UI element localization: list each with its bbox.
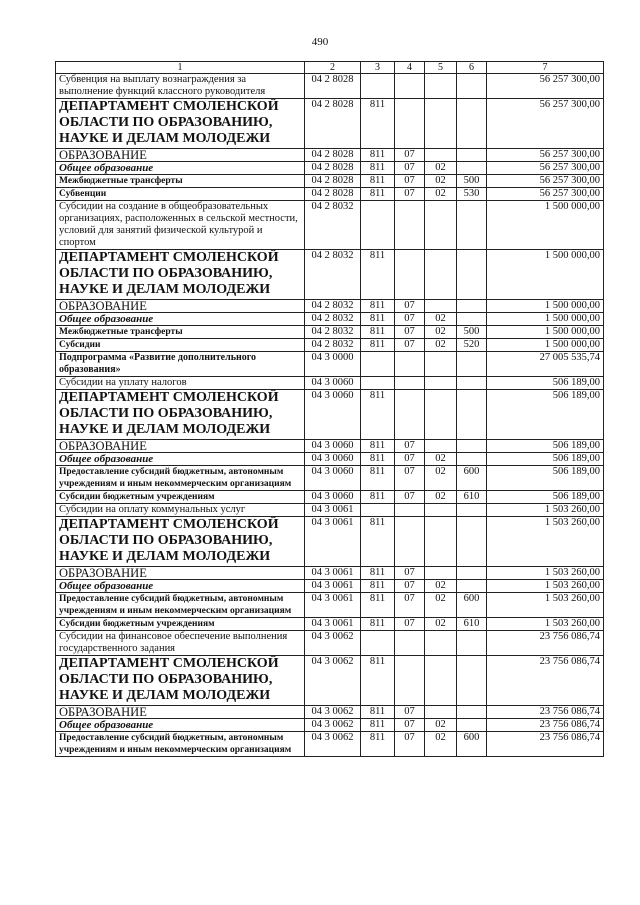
- section-cell: 07: [395, 453, 425, 466]
- section-cell: [395, 377, 425, 390]
- expense-type-cell: [457, 719, 487, 732]
- table-row: [56, 491, 604, 504]
- amount-cell: 56 257 300,00: [487, 149, 604, 162]
- ministry-code-cell: 811: [361, 313, 395, 326]
- amount-cell: 1 503 260,00: [487, 517, 604, 567]
- section-cell: 07: [395, 618, 425, 631]
- row-name-cell: Субсидии на оплату коммунальных услуг: [56, 504, 305, 517]
- expense-type-cell: 600: [457, 466, 487, 491]
- target-article-cell: 04 2 8028: [305, 188, 361, 201]
- target-article-cell: 04 3 0061: [305, 504, 361, 517]
- target-article-cell: 04 3 0060: [305, 466, 361, 491]
- subsection-cell: [425, 99, 457, 149]
- row-name-cell: Общее образование: [56, 580, 305, 593]
- section-cell: [395, 390, 425, 440]
- expense-type-cell: 600: [457, 593, 487, 618]
- subsection-cell: 02: [425, 580, 457, 593]
- table-row: [56, 567, 604, 580]
- expense-type-cell: 530: [457, 188, 487, 201]
- row-name-cell: Общее образование: [56, 719, 305, 732]
- section-cell: 07: [395, 719, 425, 732]
- expense-type-cell: [457, 201, 487, 250]
- amount-cell: 23 756 086,74: [487, 631, 604, 656]
- row-name-cell: Общее образование: [56, 313, 305, 326]
- section-cell: [395, 517, 425, 567]
- ministry-code-cell: 811: [361, 390, 395, 440]
- section-cell: [395, 656, 425, 706]
- ministry-code-cell: 811: [361, 300, 395, 313]
- table-row: [56, 99, 604, 149]
- section-cell: [395, 74, 425, 99]
- amount-cell: 1 500 000,00: [487, 339, 604, 352]
- table-row: [56, 656, 604, 706]
- header-row: [56, 62, 604, 74]
- table-row: [56, 175, 604, 188]
- table-row: [56, 74, 604, 99]
- ministry-code-cell: 811: [361, 326, 395, 339]
- ministry-code-cell: 811: [361, 706, 395, 719]
- row-name-cell: Субсидии на создание в общеобразовательных организациях, расположенных в сельской местности, условий для занятий физической культурой и спортом: [56, 201, 305, 250]
- subsection-cell: 02: [425, 491, 457, 504]
- row-name-cell: Субвенции: [56, 188, 305, 201]
- section-cell: [395, 99, 425, 149]
- target-article-cell: 04 3 0062: [305, 706, 361, 719]
- ministry-code-cell: 811: [361, 719, 395, 732]
- subsection-cell: 02: [425, 732, 457, 757]
- table-row: [56, 517, 604, 567]
- subsection-cell: [425, 567, 457, 580]
- section-cell: [395, 201, 425, 250]
- row-name-cell: Субсидии бюджетным учреждениям: [56, 618, 305, 631]
- ministry-code-cell: 811: [361, 339, 395, 352]
- row-name-cell: Межбюджетные трансферты: [56, 175, 305, 188]
- row-name-cell: ОБРАЗОВАНИЕ: [56, 567, 305, 580]
- ministry-code-cell: 811: [361, 149, 395, 162]
- amount-cell: 1 500 000,00: [487, 313, 604, 326]
- section-cell: [395, 352, 425, 377]
- subsection-cell: 02: [425, 719, 457, 732]
- subsection-cell: 02: [425, 593, 457, 618]
- row-name-cell: ОБРАЗОВАНИЕ: [56, 706, 305, 719]
- target-article-cell: 04 2 8032: [305, 313, 361, 326]
- expense-type-cell: [457, 504, 487, 517]
- table-row: [56, 339, 604, 352]
- row-name-cell: ДЕПАРТАМЕНТ СМОЛЕНСКОЙ ОБЛАСТИ ПО ОБРАЗОВАНИЮ, НАУКЕ И ДЕЛАМ МОЛОДЕЖИ: [56, 390, 305, 440]
- amount-cell: 23 756 086,74: [487, 719, 604, 732]
- ministry-code-cell: 811: [361, 618, 395, 631]
- section-cell: [395, 250, 425, 300]
- subsection-cell: [425, 377, 457, 390]
- section-cell: 07: [395, 732, 425, 757]
- expense-type-cell: [457, 352, 487, 377]
- table-row: [56, 390, 604, 440]
- amount-cell: 1 503 260,00: [487, 567, 604, 580]
- table-row: [56, 719, 604, 732]
- target-article-cell: 04 3 0062: [305, 656, 361, 706]
- target-article-cell: 04 2 8028: [305, 99, 361, 149]
- target-article-cell: 04 3 0061: [305, 567, 361, 580]
- header-cell: 1: [56, 62, 305, 74]
- subsection-cell: [425, 656, 457, 706]
- section-cell: 07: [395, 466, 425, 491]
- amount-cell: 27 005 535,74: [487, 352, 604, 377]
- expense-type-cell: [457, 390, 487, 440]
- row-name-cell: ДЕПАРТАМЕНТ СМОЛЕНСКОЙ ОБЛАСТИ ПО ОБРАЗОВАНИЮ, НАУКЕ И ДЕЛАМ МОЛОДЕЖИ: [56, 99, 305, 149]
- section-cell: [395, 504, 425, 517]
- expense-type-cell: [457, 250, 487, 300]
- expense-type-cell: [457, 567, 487, 580]
- expense-type-cell: [457, 517, 487, 567]
- row-name-cell: Субсидии на финансовое обеспечение выполнения государственного задания: [56, 631, 305, 656]
- row-name-cell: ДЕПАРТАМЕНТ СМОЛЕНСКОЙ ОБЛАСТИ ПО ОБРАЗОВАНИЮ, НАУКЕ И ДЕЛАМ МОЛОДЕЖИ: [56, 517, 305, 567]
- ministry-code-cell: 811: [361, 732, 395, 757]
- target-article-cell: 04 2 8032: [305, 339, 361, 352]
- ministry-code-cell: 811: [361, 491, 395, 504]
- expense-type-cell: 500: [457, 175, 487, 188]
- section-cell: 07: [395, 313, 425, 326]
- subsection-cell: [425, 390, 457, 440]
- expense-type-cell: [457, 149, 487, 162]
- amount-cell: 56 257 300,00: [487, 162, 604, 175]
- amount-cell: 506 189,00: [487, 440, 604, 453]
- amount-cell: 1 500 000,00: [487, 201, 604, 250]
- subsection-cell: [425, 74, 457, 99]
- row-name-cell: Субвенция на выплату вознаграждения за выполнение функций классного руководителя: [56, 74, 305, 99]
- row-name-cell: Подпрограмма «Развитие дополнительного образования»: [56, 352, 305, 377]
- subsection-cell: [425, 352, 457, 377]
- amount-cell: 1 500 000,00: [487, 250, 604, 300]
- target-article-cell: 04 2 8028: [305, 162, 361, 175]
- subsection-cell: 02: [425, 188, 457, 201]
- table-row: [56, 706, 604, 719]
- amount-cell: 506 189,00: [487, 453, 604, 466]
- header-cell: 4: [395, 62, 425, 74]
- ministry-code-cell: 811: [361, 440, 395, 453]
- target-article-cell: 04 2 8032: [305, 326, 361, 339]
- amount-cell: 56 257 300,00: [487, 99, 604, 149]
- table-row: [56, 162, 604, 175]
- section-cell: 07: [395, 300, 425, 313]
- amount-cell: 506 189,00: [487, 491, 604, 504]
- header-cell: 6: [457, 62, 487, 74]
- target-article-cell: 04 3 0060: [305, 491, 361, 504]
- row-name-cell: ОБРАЗОВАНИЕ: [56, 149, 305, 162]
- table-row: [56, 631, 604, 656]
- amount-cell: 23 756 086,74: [487, 656, 604, 706]
- amount-cell: 56 257 300,00: [487, 188, 604, 201]
- amount-cell: 1 503 260,00: [487, 593, 604, 618]
- subsection-cell: [425, 149, 457, 162]
- subsection-cell: [425, 517, 457, 567]
- amount-cell: 1 503 260,00: [487, 504, 604, 517]
- table-row: [56, 201, 604, 250]
- amount-cell: 23 756 086,74: [487, 706, 604, 719]
- header-cell: 3: [361, 62, 395, 74]
- target-article-cell: 04 2 8028: [305, 175, 361, 188]
- ministry-code-cell: 811: [361, 466, 395, 491]
- subsection-cell: 02: [425, 618, 457, 631]
- table-row: [56, 593, 604, 618]
- ministry-code-cell: 811: [361, 250, 395, 300]
- subsection-cell: 02: [425, 313, 457, 326]
- target-article-cell: 04 2 8032: [305, 201, 361, 250]
- expense-type-cell: [457, 453, 487, 466]
- expense-type-cell: 610: [457, 618, 487, 631]
- row-name-cell: Субсидии: [56, 339, 305, 352]
- row-name-cell: ДЕПАРТАМЕНТ СМОЛЕНСКОЙ ОБЛАСТИ ПО ОБРАЗОВАНИЮ, НАУКЕ И ДЕЛАМ МОЛОДЕЖИ: [56, 656, 305, 706]
- ministry-code-cell: [361, 74, 395, 99]
- expense-type-cell: [457, 440, 487, 453]
- target-article-cell: 04 3 0061: [305, 580, 361, 593]
- amount-cell: 56 257 300,00: [487, 74, 604, 99]
- table-row: [56, 326, 604, 339]
- amount-cell: 506 189,00: [487, 466, 604, 491]
- table-row: [56, 618, 604, 631]
- ministry-code-cell: 811: [361, 99, 395, 149]
- section-cell: 07: [395, 175, 425, 188]
- header-cell: 5: [425, 62, 457, 74]
- subsection-cell: [425, 706, 457, 719]
- table-row: [56, 313, 604, 326]
- table-row: [56, 250, 604, 300]
- subsection-cell: 02: [425, 175, 457, 188]
- header-cell: 2: [305, 62, 361, 74]
- table-body: [56, 74, 604, 757]
- target-article-cell: 04 2 8032: [305, 250, 361, 300]
- header-cell: 7: [487, 62, 604, 74]
- section-cell: 07: [395, 706, 425, 719]
- expense-type-cell: [457, 300, 487, 313]
- ministry-code-cell: [361, 631, 395, 656]
- amount-cell: 1 503 260,00: [487, 618, 604, 631]
- ministry-code-cell: 811: [361, 593, 395, 618]
- section-cell: 07: [395, 339, 425, 352]
- table-row: [56, 188, 604, 201]
- table-row: [56, 453, 604, 466]
- table-row: [56, 504, 604, 517]
- target-article-cell: 04 3 0000: [305, 352, 361, 377]
- expense-type-cell: 520: [457, 339, 487, 352]
- row-name-cell: ОБРАЗОВАНИЕ: [56, 440, 305, 453]
- table-row: [56, 149, 604, 162]
- table-row: [56, 377, 604, 390]
- ministry-code-cell: 811: [361, 567, 395, 580]
- table-row: [56, 300, 604, 313]
- row-name-cell: Общее образование: [56, 162, 305, 175]
- amount-cell: 506 189,00: [487, 390, 604, 440]
- table-row: [56, 732, 604, 757]
- page-number: 490: [311, 36, 329, 48]
- subsection-cell: [425, 250, 457, 300]
- ministry-code-cell: 811: [361, 656, 395, 706]
- section-cell: 07: [395, 491, 425, 504]
- amount-cell: 56 257 300,00: [487, 175, 604, 188]
- row-name-cell: Субсидии на уплату налогов: [56, 377, 305, 390]
- ministry-code-cell: 811: [361, 162, 395, 175]
- target-article-cell: 04 3 0060: [305, 453, 361, 466]
- expense-type-cell: [457, 706, 487, 719]
- target-article-cell: 04 2 8032: [305, 300, 361, 313]
- ministry-code-cell: 811: [361, 580, 395, 593]
- ministry-code-cell: [361, 377, 395, 390]
- section-cell: 07: [395, 162, 425, 175]
- expense-type-cell: [457, 313, 487, 326]
- target-article-cell: 04 3 0062: [305, 631, 361, 656]
- target-article-cell: 04 2 8028: [305, 74, 361, 99]
- subsection-cell: [425, 201, 457, 250]
- target-article-cell: 04 3 0061: [305, 618, 361, 631]
- section-cell: 07: [395, 440, 425, 453]
- row-name-cell: Межбюджетные трансферты: [56, 326, 305, 339]
- row-name-cell: ОБРАЗОВАНИЕ: [56, 300, 305, 313]
- ministry-code-cell: 811: [361, 175, 395, 188]
- ministry-code-cell: [361, 352, 395, 377]
- target-article-cell: 04 3 0060: [305, 390, 361, 440]
- expense-type-cell: [457, 580, 487, 593]
- row-name-cell: Предоставление субсидий бюджетным, автономным учреждениям и иным некоммерческим организациям: [56, 466, 305, 491]
- target-article-cell: 04 3 0060: [305, 377, 361, 390]
- expense-type-cell: 600: [457, 732, 487, 757]
- table-row: [56, 580, 604, 593]
- amount-cell: 506 189,00: [487, 377, 604, 390]
- subsection-cell: 02: [425, 326, 457, 339]
- row-name-cell: ДЕПАРТАМЕНТ СМОЛЕНСКОЙ ОБЛАСТИ ПО ОБРАЗОВАНИЮ, НАУКЕ И ДЕЛАМ МОЛОДЕЖИ: [56, 250, 305, 300]
- section-cell: 07: [395, 326, 425, 339]
- expense-type-cell: [457, 656, 487, 706]
- ministry-code-cell: [361, 504, 395, 517]
- section-cell: 07: [395, 149, 425, 162]
- section-cell: 07: [395, 188, 425, 201]
- table-row: [56, 440, 604, 453]
- target-article-cell: 04 2 8028: [305, 149, 361, 162]
- row-name-cell: Субсидии бюджетным учреждениям: [56, 491, 305, 504]
- expense-type-cell: [457, 74, 487, 99]
- section-cell: 07: [395, 593, 425, 618]
- row-name-cell: Предоставление субсидий бюджетным, автономным учреждениям и иным некоммерческим организациям: [56, 732, 305, 757]
- subsection-cell: 02: [425, 162, 457, 175]
- target-article-cell: 04 3 0061: [305, 593, 361, 618]
- target-article-cell: 04 3 0062: [305, 732, 361, 757]
- section-cell: 07: [395, 580, 425, 593]
- subsection-cell: [425, 504, 457, 517]
- subsection-cell: 02: [425, 339, 457, 352]
- target-article-cell: 04 3 0060: [305, 440, 361, 453]
- subsection-cell: 02: [425, 466, 457, 491]
- ministry-code-cell: 811: [361, 453, 395, 466]
- ministry-code-cell: [361, 201, 395, 250]
- expense-type-cell: 610: [457, 491, 487, 504]
- amount-cell: 23 756 086,74: [487, 732, 604, 757]
- amount-cell: 1 500 000,00: [487, 300, 604, 313]
- subsection-cell: [425, 631, 457, 656]
- table-row: [56, 352, 604, 377]
- target-article-cell: 04 3 0061: [305, 517, 361, 567]
- ministry-code-cell: 811: [361, 188, 395, 201]
- subsection-cell: [425, 440, 457, 453]
- expense-type-cell: [457, 631, 487, 656]
- budget-table: [55, 61, 604, 757]
- expense-type-cell: [457, 162, 487, 175]
- subsection-cell: 02: [425, 453, 457, 466]
- section-cell: [395, 631, 425, 656]
- expense-type-cell: 500: [457, 326, 487, 339]
- section-cell: 07: [395, 567, 425, 580]
- ministry-code-cell: 811: [361, 517, 395, 567]
- amount-cell: 1 500 000,00: [487, 326, 604, 339]
- table-row: [56, 466, 604, 491]
- target-article-cell: 04 3 0062: [305, 719, 361, 732]
- amount-cell: 1 503 260,00: [487, 580, 604, 593]
- subsection-cell: [425, 300, 457, 313]
- expense-type-cell: [457, 377, 487, 390]
- row-name-cell: Предоставление субсидий бюджетным, автономным учреждениям и иным некоммерческим организациям: [56, 593, 305, 618]
- row-name-cell: Общее образование: [56, 453, 305, 466]
- expense-type-cell: [457, 99, 487, 149]
